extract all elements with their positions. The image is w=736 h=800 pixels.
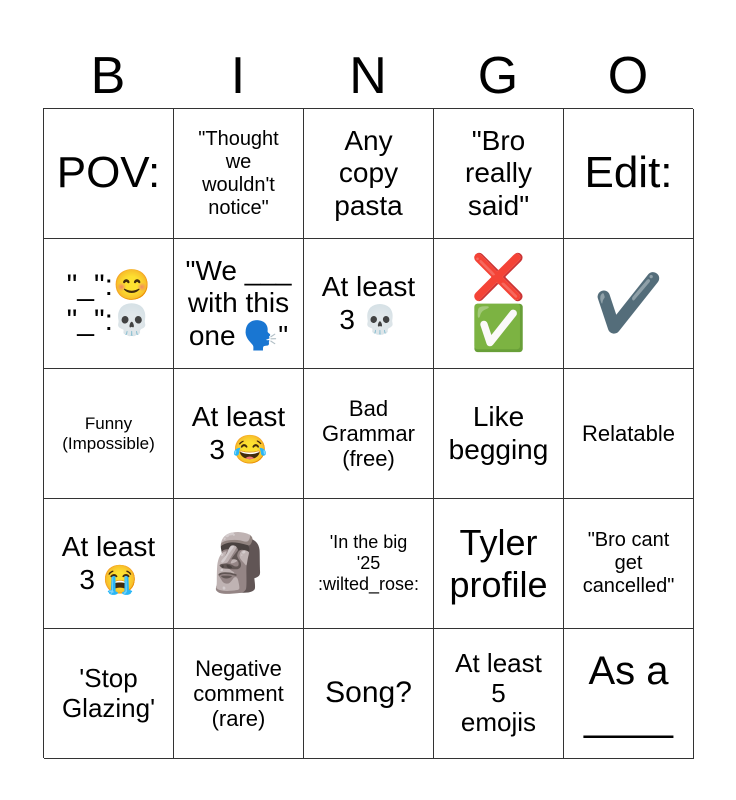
bingo-cell[interactable]: Bad Grammar (free) bbox=[304, 369, 434, 499]
bingo-cell[interactable]: 'Stop Glazing' bbox=[44, 629, 174, 759]
bingo-cell[interactable]: "_":😊 "_":💀 bbox=[44, 239, 174, 369]
bingo-cell[interactable]: "Bro really said" bbox=[434, 109, 564, 239]
bingo-cell[interactable]: Negative comment (rare) bbox=[174, 629, 304, 759]
bingo-cell[interactable]: "We ___ with this one 🗣️" bbox=[174, 239, 304, 369]
bingo-cell[interactable]: "Bro cant get cancelled" bbox=[564, 499, 694, 629]
header-letter-b: B bbox=[90, 47, 126, 105]
header-letter-i: I bbox=[230, 47, 246, 105]
header-letter-n: N bbox=[349, 47, 387, 105]
bingo-cell[interactable]: As a ____ bbox=[564, 629, 694, 759]
bingo-cell[interactable]: At least 3 😂 bbox=[174, 369, 304, 499]
bingo-cell[interactable]: "Thought we wouldn't notice" bbox=[174, 109, 304, 239]
bingo-cell[interactable]: ❌ ✅ bbox=[434, 239, 564, 369]
bingo-cell[interactable]: 'In the big '25 :wilted_rose: bbox=[304, 499, 434, 629]
header-letter-o: O bbox=[607, 47, 649, 105]
bingo-cell[interactable]: At least 5 emojis bbox=[434, 629, 564, 759]
bingo-cell[interactable]: Like begging bbox=[434, 369, 564, 499]
bingo-cell[interactable]: Edit: bbox=[564, 109, 694, 239]
bingo-cell[interactable]: Tyler profile bbox=[434, 499, 564, 629]
bingo-cell[interactable]: At least 3 💀 bbox=[304, 239, 434, 369]
bingo-header bbox=[43, 44, 693, 108]
header-letter-g: G bbox=[477, 47, 519, 105]
bingo-cell[interactable]: Song? bbox=[304, 629, 434, 759]
bingo-cell[interactable]: ✔️ bbox=[564, 239, 694, 369]
bingo-cell[interactable]: POV: bbox=[44, 109, 174, 239]
bingo-card bbox=[43, 108, 693, 758]
bingo-cell[interactable]: Funny (Impossible) bbox=[44, 369, 174, 499]
bingo-cell[interactable]: At least 3 😭 bbox=[44, 499, 174, 629]
bingo-cell[interactable]: Any copy pasta bbox=[304, 109, 434, 239]
bingo-cell[interactable]: 🗿 bbox=[174, 499, 304, 629]
bingo-cell[interactable]: Relatable bbox=[564, 369, 694, 499]
